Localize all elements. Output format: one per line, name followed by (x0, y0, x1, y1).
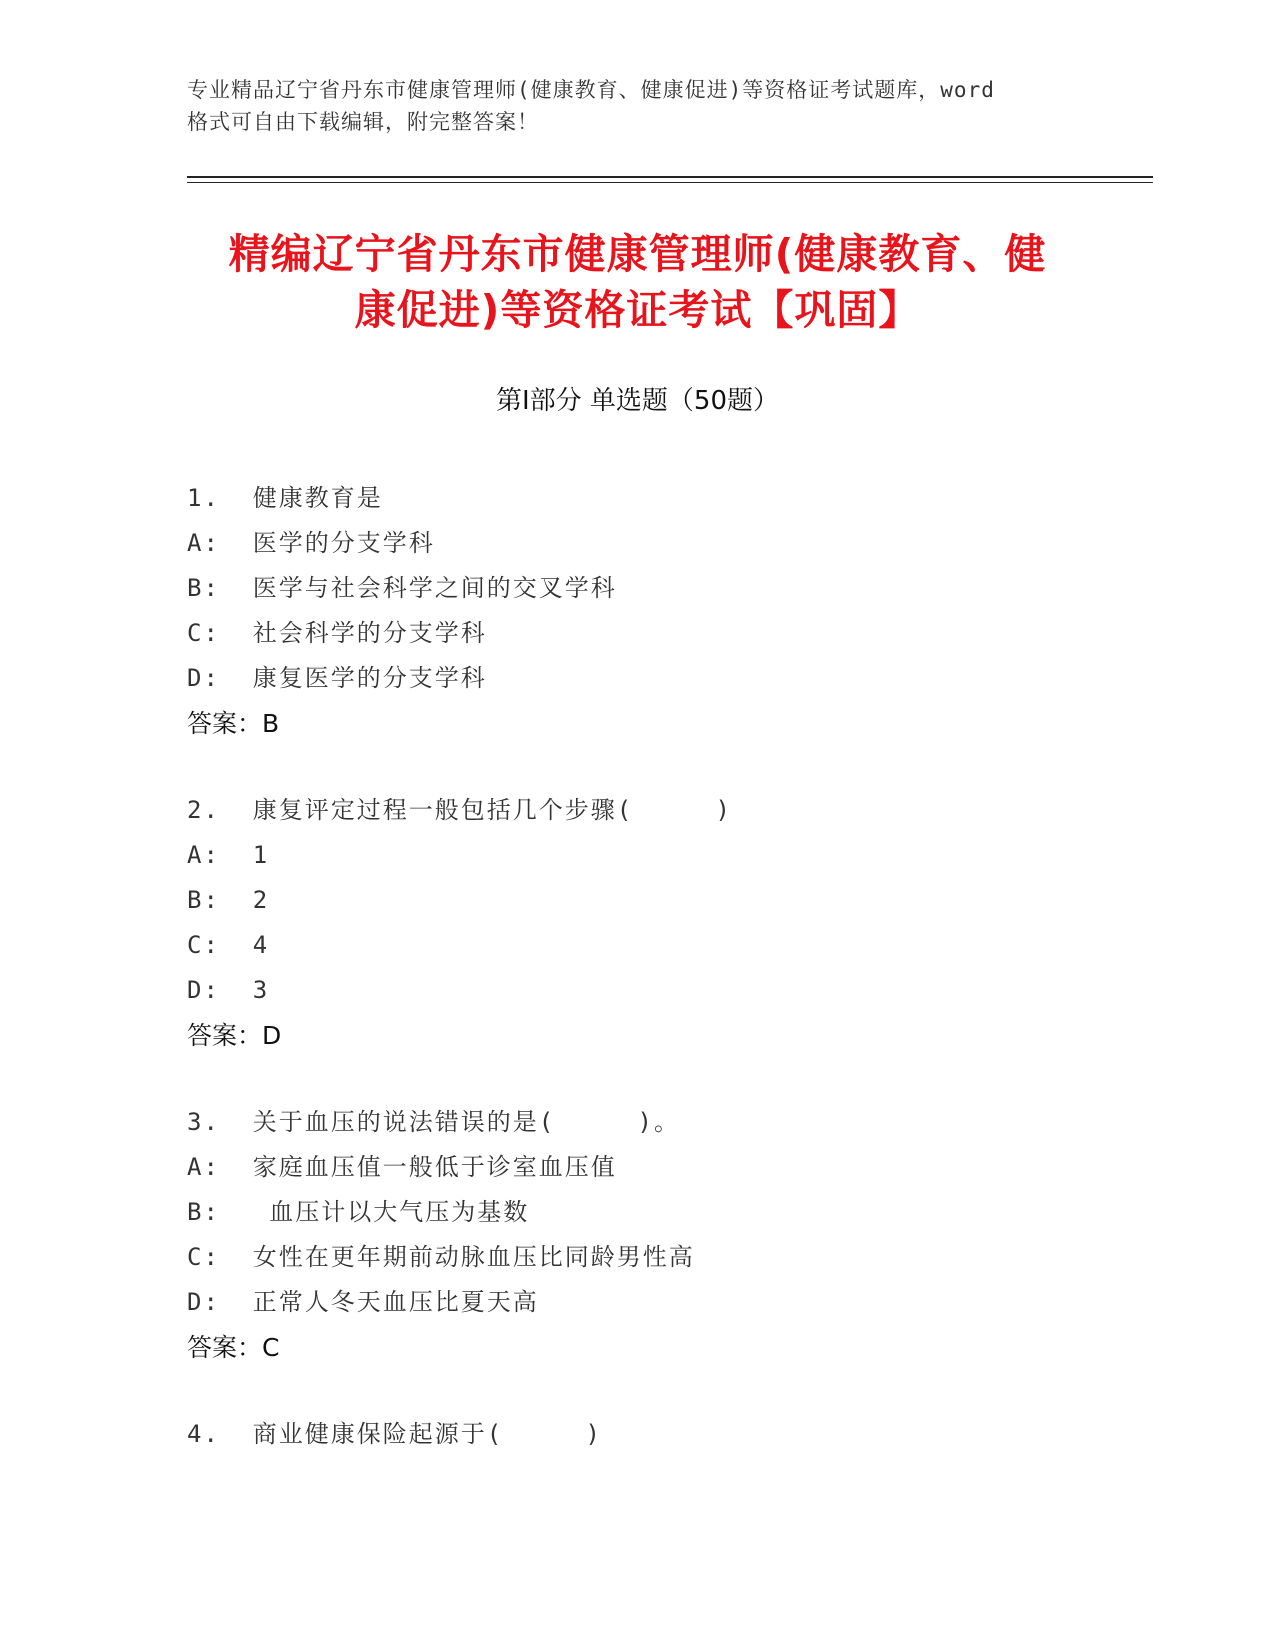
option-d: D: 康复医学的分支学科 (187, 664, 487, 692)
document-title (170, 226, 1105, 338)
option-d: D: 3 (187, 976, 270, 1004)
option-b: B: 医学与社会科学之间的交叉学科 (187, 574, 617, 602)
option-d: D: 正常人冬天血压比夏天高 (187, 1288, 539, 1316)
section-title: 第Ⅰ部分 单选题（50题） (495, 386, 780, 416)
option-b: B: 血压计以大气压为基数 (187, 1198, 530, 1226)
option-c: C: 社会科学的分支学科 (187, 619, 487, 647)
option-c: C: 4 (187, 931, 270, 959)
header-note (187, 74, 1087, 138)
option-a: A: 医学的分支学科 (187, 529, 435, 557)
question-stem: 4. 商业健康保险起源于( ) (187, 1420, 602, 1448)
question-stem: 1. 健康教育是 (187, 484, 383, 512)
document-title-line-1: 精编辽宁省丹东市健康管理师(健康教育、健 (228, 230, 1047, 278)
header-note-line-2: 格式可自由下载编辑，附完整答案！ (187, 110, 539, 134)
question-stem: 2. 康复评定过程一般包括几个步骤( ) (187, 796, 732, 824)
question-stem: 3. 关于血压的说法错误的是( )。 (187, 1108, 680, 1136)
question-1 (187, 476, 1147, 746)
question-2 (187, 788, 1147, 1058)
answer: 答案：B (187, 709, 280, 738)
option-c: C: 女性在更年期前动脉血压比同龄男性高 (187, 1243, 695, 1271)
option-a: A: 家庭血压值一般低于诊室血压值 (187, 1153, 617, 1181)
option-b: B: 2 (187, 886, 270, 914)
header-divider-thick (187, 176, 1153, 178)
header-divider-thin (187, 182, 1153, 183)
question-4 (187, 1412, 1147, 1457)
option-a: A: 1 (187, 841, 270, 869)
answer: 答案：C (187, 1333, 280, 1362)
header-note-line-1: 专业精品辽宁省丹东市健康管理师(健康教育、健康促进)等资格证考试题库，word (187, 78, 995, 102)
document-title-line-2: 康促进)等资格证考试【巩固】 (354, 286, 921, 334)
answer: 答案：D (187, 1021, 282, 1050)
question-list (187, 476, 1147, 1499)
question-3 (187, 1100, 1147, 1370)
